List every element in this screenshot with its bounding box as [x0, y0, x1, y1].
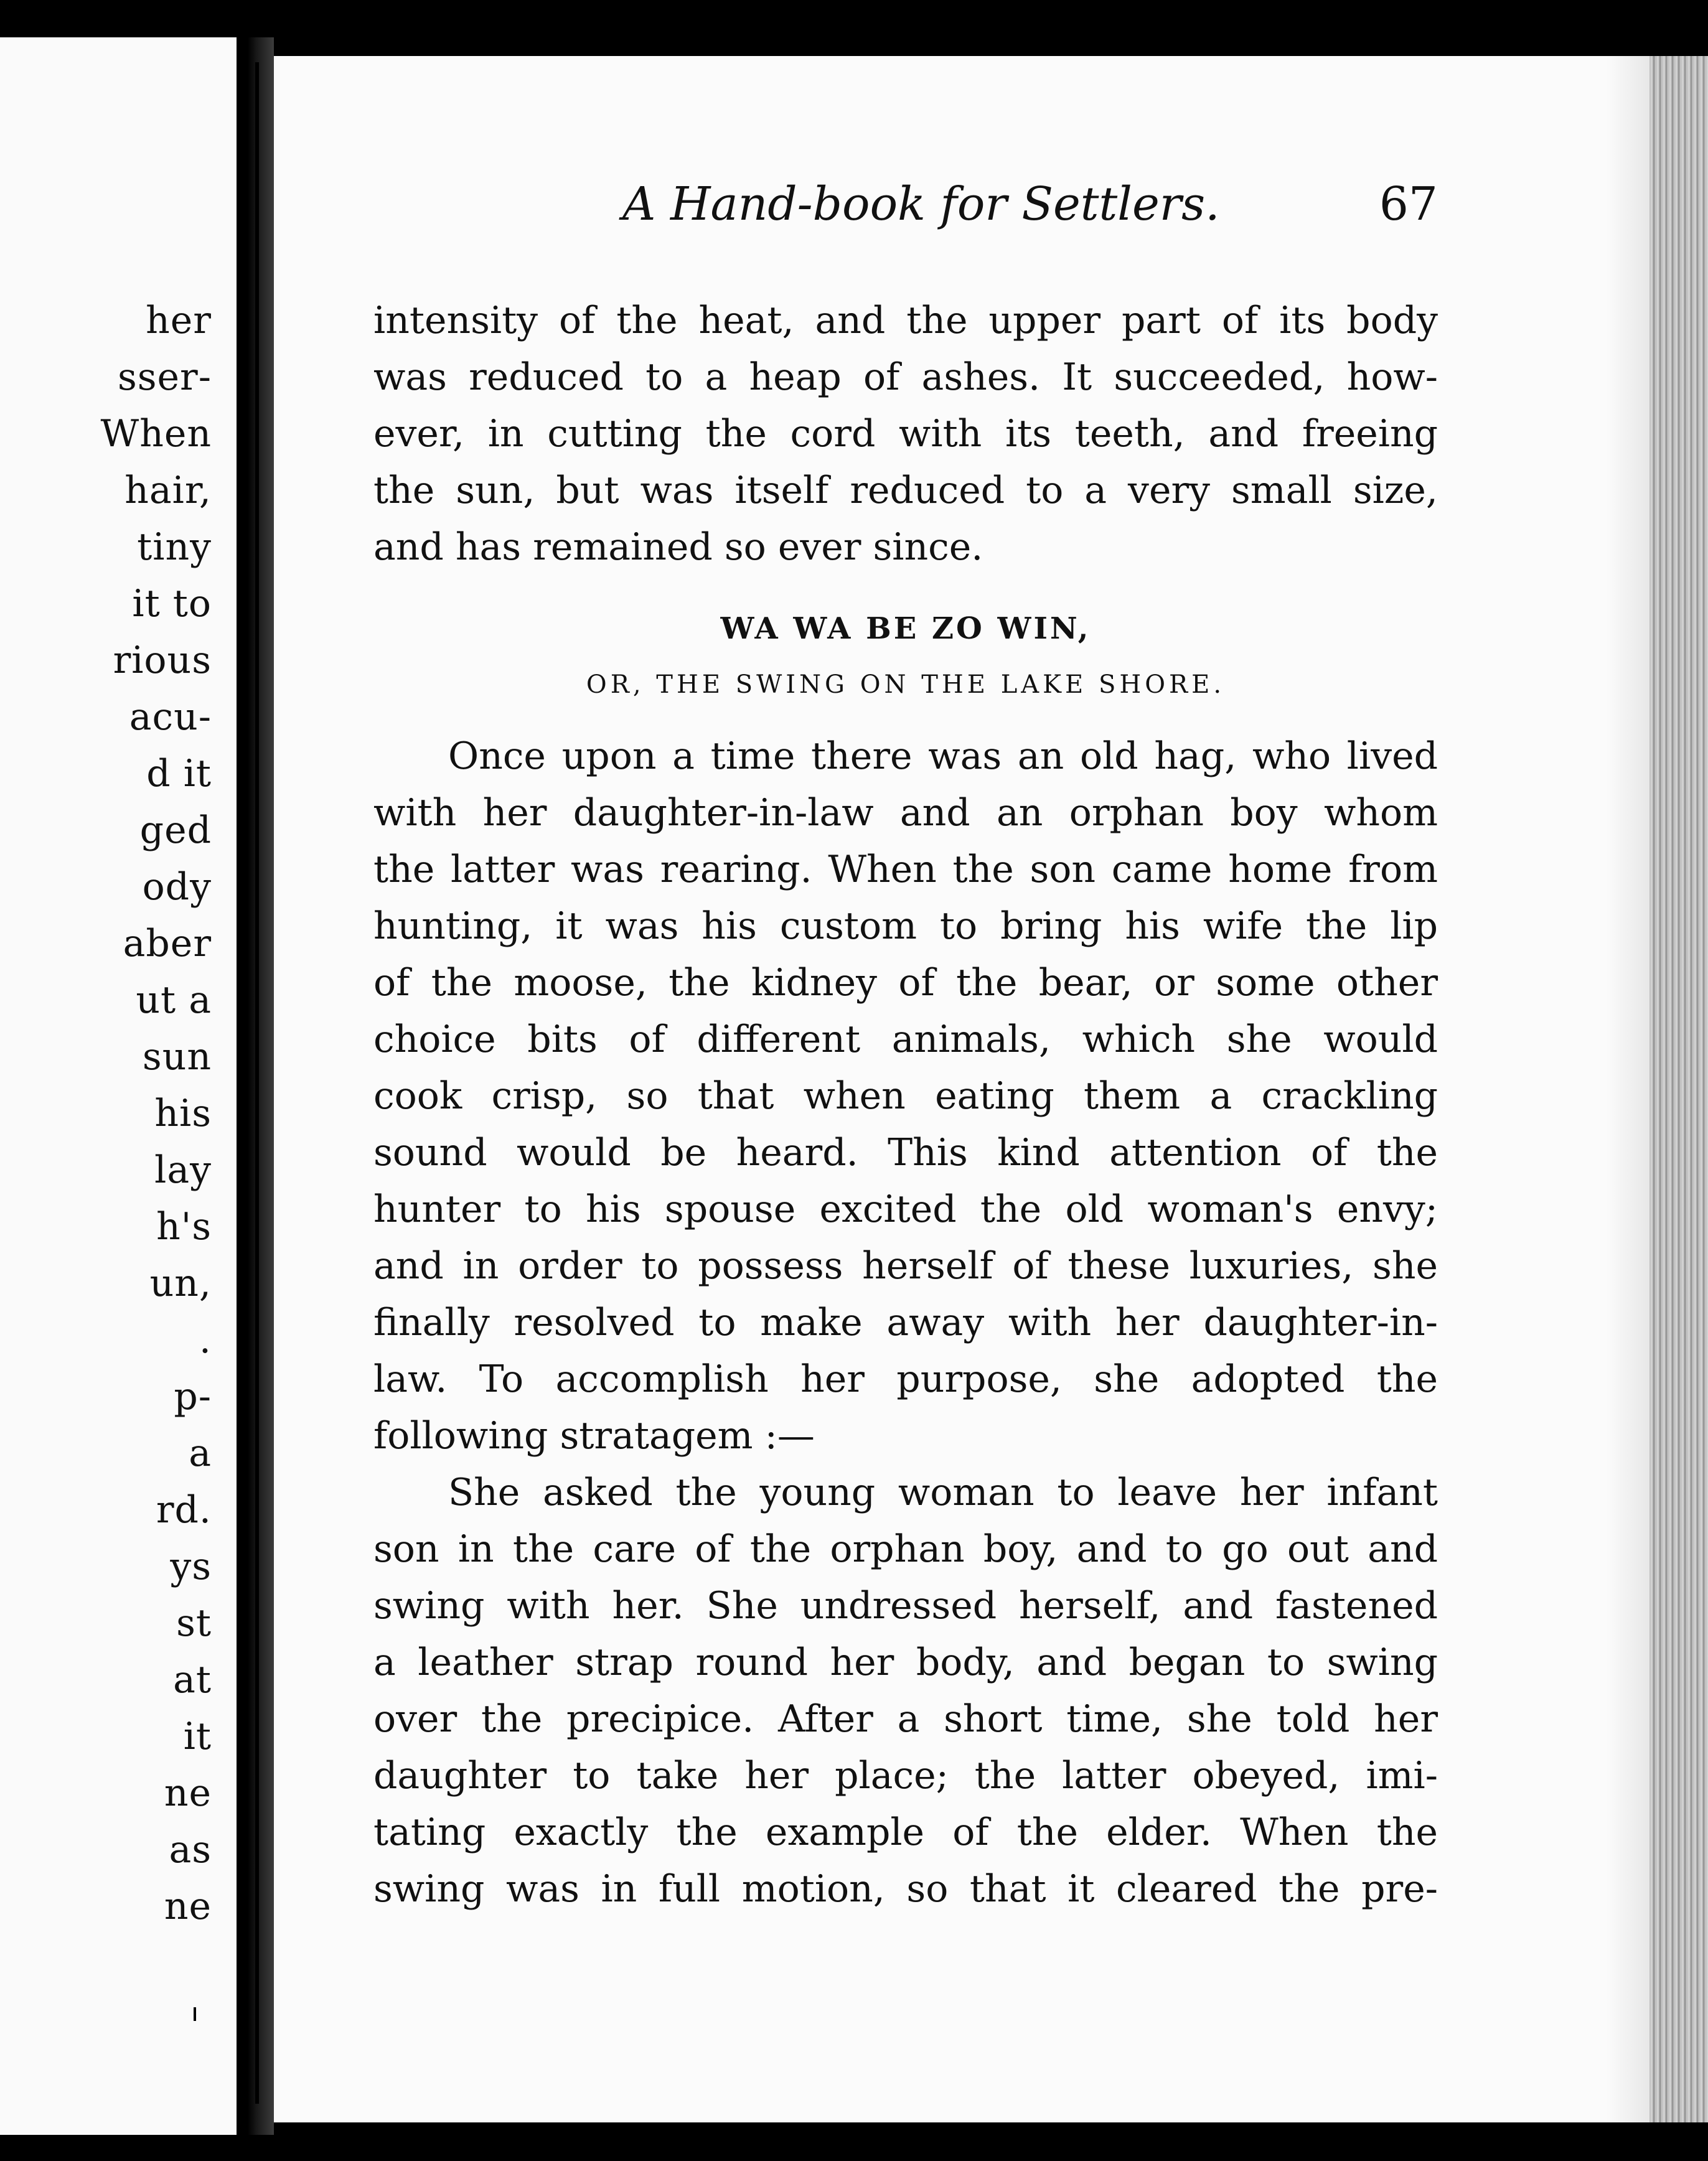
page-edges-stack — [1649, 56, 1708, 2122]
text-line: with her daughter-in-law and an orphan boy whom — [373, 791, 1438, 835]
page-number: 67 — [1379, 177, 1438, 231]
story-title: WA WA BE ZO WIN, — [720, 611, 1091, 646]
facing-page-left — [0, 37, 237, 2135]
text-line: hunter to his spouse excited the old woman's envy; — [373, 1188, 1438, 1231]
facing-page-line: lay — [154, 1148, 212, 1192]
text-line: law. To accomplish her purpose, she adopted the — [373, 1357, 1438, 1401]
text-line: was reduced to a heap of ashes. It succeeded, how- — [373, 355, 1438, 399]
text-line: and has remained so ever since. — [373, 525, 983, 569]
text-line: daughter to take her place; the latter obeyed, imi- — [373, 1754, 1438, 1798]
page-header — [622, 177, 1438, 252]
facing-page-line: it to — [132, 582, 212, 626]
facing-page-line: a — [189, 1432, 212, 1475]
facing-page-line: tiny — [137, 525, 212, 569]
facing-page-line: sun — [142, 1035, 212, 1079]
facing-page-line: ged — [139, 809, 212, 852]
text-line: finally resolved to make away with her daughter-in- — [373, 1301, 1438, 1344]
facing-page-line: st — [176, 1601, 212, 1645]
text-line: choice bits of different animals, which she would — [373, 1018, 1438, 1061]
facing-page-line: his — [154, 1092, 212, 1135]
text-line: swing with her. She undressed herself, and fastened — [373, 1584, 1438, 1628]
text-line: a leather strap round her body, and began to swing — [373, 1641, 1438, 1684]
text-line: following stratagem :— — [373, 1414, 815, 1458]
facing-page-text-fragments — [0, 37, 237, 2135]
facing-page-line: as — [169, 1828, 212, 1872]
text-line: sound would be heard. This kind attention of the — [373, 1131, 1438, 1174]
facing-page-line: h's — [156, 1205, 212, 1249]
gutter-binding-line — [255, 62, 259, 2104]
story-subtitle: OR, THE SWING ON THE LAKE SHORE. — [586, 670, 1226, 699]
text-line: swing was in full motion, so that it cleared the pre- — [373, 1867, 1438, 1911]
text-line: ever, in cutting the cord with its teeth, and freeing — [373, 412, 1438, 456]
text-line: of the moose, the kidney of the bear, or some other — [373, 961, 1438, 1005]
facing-page-line: it — [183, 1715, 212, 1758]
text-line: She asked the young woman to leave her infant — [448, 1471, 1438, 1514]
text-line: over the precipice. After a short time, she told her — [373, 1697, 1438, 1741]
page-curve-shadow — [1606, 56, 1649, 2122]
facing-page-line: ys — [170, 1545, 212, 1588]
facing-page-line: aber — [123, 922, 212, 965]
facing-page-line: hair, — [124, 469, 212, 512]
facing-page-line: . — [199, 1318, 212, 1362]
text-line: Once upon a time there was an old hag, who lived — [448, 734, 1438, 778]
body-text — [373, 293, 1438, 1918]
facing-page-line: acu- — [129, 695, 212, 739]
paragraph-continued — [373, 293, 1438, 576]
facing-page-line: her — [146, 299, 212, 342]
text-line: hunting, it was his custom to bring his wife the lip — [373, 904, 1438, 948]
facing-page-line: un, — [149, 1262, 212, 1305]
facing-page-line: rd. — [156, 1488, 212, 1532]
text-line: and in order to possess herself of these luxuries, she — [373, 1244, 1438, 1288]
text-line: son in the care of the orphan boy, and to go out and — [373, 1527, 1438, 1571]
facing-page-line: at — [173, 1658, 212, 1702]
text-line: the sun, but was itself reduced to a very small size, — [373, 469, 1438, 512]
facing-page-line: ut a — [136, 978, 212, 1022]
text-line: tating exactly the example of the elder. When the — [373, 1811, 1438, 1854]
facing-page-line: When — [100, 412, 212, 456]
binding-mark — [177, 2007, 196, 2021]
facing-page-line: ne — [164, 1771, 212, 1815]
running-head: A Hand-book for Settlers. — [622, 177, 1220, 231]
facing-page-line: sser- — [117, 355, 212, 399]
facing-page-line: ne — [164, 1885, 212, 1928]
facing-page-line: ody — [142, 865, 212, 909]
text-line: intensity of the heat, and the upper part of its body — [373, 299, 1438, 342]
paragraph-old-hag — [373, 728, 1438, 1465]
text-line: the latter was rearing. When the son came home from — [373, 848, 1438, 891]
facing-page-line: p- — [174, 1375, 212, 1418]
text-line: cook crisp, so that when eating them a crackling — [373, 1074, 1438, 1118]
facing-page-line: d it — [146, 752, 212, 795]
paragraph-swing — [373, 1465, 1438, 1918]
facing-page-line: rious — [113, 639, 212, 682]
